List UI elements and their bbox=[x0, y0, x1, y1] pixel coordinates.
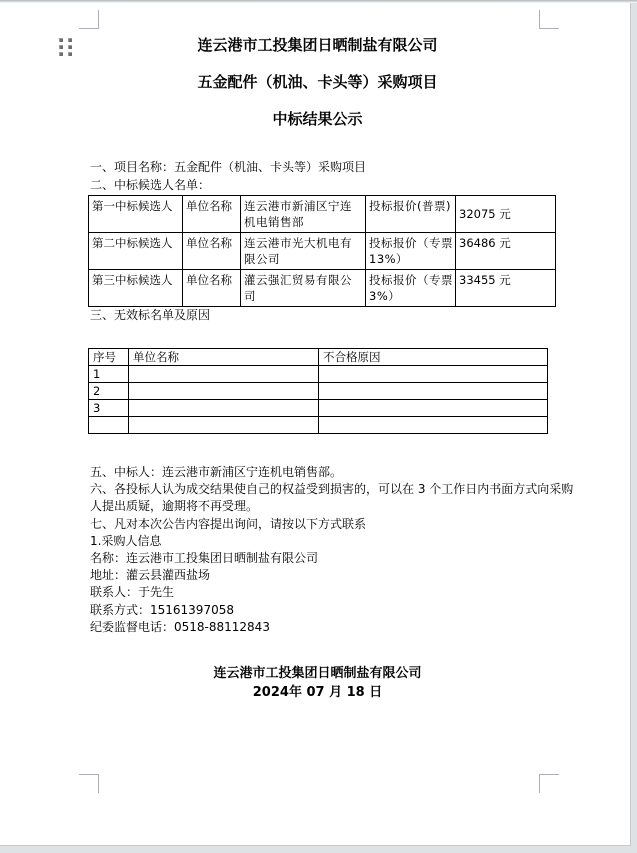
title-line-announcement: 中标结果公示 bbox=[272, 110, 363, 128]
footer-signature-block bbox=[96, 664, 539, 702]
price-cell: 32075 元 bbox=[456, 196, 556, 233]
buyer-name-line: 名称：连云港市工投集团日晒制盐有限公司 bbox=[90, 551, 319, 566]
section-invalid-heading: 三、无效标名单及原因 bbox=[90, 308, 211, 322]
inquiry-line: 七、凡对本次公告内容提出询问，请按以下方式联系 bbox=[90, 516, 367, 531]
price-cell: 33455 元 bbox=[456, 270, 556, 307]
title-line-company: 连云港市工投集团日晒制盐有限公司 bbox=[197, 36, 438, 54]
objection-line-1: 六、各投标人认为成交结果使自己的权益受到损害的，可以在 3 个工作日内书面方式向采购 bbox=[90, 482, 574, 497]
reason-cell bbox=[319, 417, 548, 434]
buyer-phone-line: 联系方式：15161397058 bbox=[90, 602, 234, 617]
drag-handle-icon[interactable] bbox=[59, 38, 72, 56]
table-row bbox=[89, 383, 548, 400]
table-row bbox=[89, 417, 548, 434]
quote-cell bbox=[366, 270, 456, 307]
table-row bbox=[89, 233, 556, 270]
unit-cell bbox=[129, 383, 319, 400]
rank-cell: 第三中标候选人 bbox=[89, 270, 183, 307]
supervision-phone-line: 纪委监督电话：0518-88112843 bbox=[90, 619, 270, 634]
company-line: 连云港市新浦区宁连 bbox=[244, 199, 352, 213]
crop-mark-bottom-right-icon bbox=[539, 774, 559, 793]
objection-line-2: 人提出质疑，逾期将不再受理。 bbox=[90, 499, 259, 514]
reason-cell bbox=[319, 400, 548, 417]
crop-mark-top-right-icon bbox=[539, 10, 559, 29]
unit-cell bbox=[129, 400, 319, 417]
company-line: 灌云强汇贸易有限公 bbox=[244, 273, 352, 287]
header-reason: 不合格原因 bbox=[319, 349, 548, 366]
quote-line: 投标报价（专票 bbox=[369, 273, 453, 287]
quote-cell bbox=[366, 196, 456, 233]
unit-label-cell: 单位名称 bbox=[183, 233, 241, 270]
quote-line: 投标报价(普票) bbox=[369, 199, 451, 213]
footer-date: 2024年 07 月 18 日 bbox=[252, 685, 383, 700]
reason-cell bbox=[319, 383, 548, 400]
unit-cell bbox=[129, 366, 319, 383]
company-line: 限公司 bbox=[244, 252, 280, 266]
rank-cell: 第一中标候选人 bbox=[89, 196, 183, 233]
crop-mark-bottom-left-icon bbox=[79, 774, 99, 793]
quote-line: 13%） bbox=[369, 252, 409, 266]
seq-cell: 1 bbox=[89, 366, 129, 383]
table-header-row bbox=[89, 349, 548, 366]
company-cell bbox=[241, 270, 366, 307]
quote-line: 投标报价（专票 bbox=[369, 236, 453, 250]
company-line: 连云港市光大机电有 bbox=[244, 236, 352, 250]
unit-cell bbox=[129, 417, 319, 434]
winner-line: 五、中标人：连云港市新浦区宁连机电销售部。 bbox=[90, 465, 343, 479]
title-line-project: 五金配件（机油、卡头等）采购项目 bbox=[197, 73, 438, 91]
table-row bbox=[89, 400, 548, 417]
candidates-table bbox=[88, 195, 556, 307]
table-row bbox=[89, 270, 556, 307]
price-cell: 36486 元 bbox=[456, 233, 556, 270]
quote-line: 3%） bbox=[369, 289, 401, 303]
section-candidates-heading: 二、中标候选人名单： bbox=[90, 178, 211, 192]
page-top-shadow bbox=[0, 0, 637, 3]
company-cell bbox=[241, 233, 366, 270]
unit-label-cell: 单位名称 bbox=[183, 270, 241, 307]
footer-company: 连云港市工投集团日晒制盐有限公司 bbox=[213, 666, 422, 681]
buyer-info-heading: 1.采购人信息 bbox=[90, 533, 162, 548]
invalid-bids-table bbox=[88, 348, 548, 434]
quote-cell bbox=[366, 233, 456, 270]
seq-cell bbox=[89, 417, 129, 434]
buyer-contact-line: 联系人：于先生 bbox=[90, 585, 175, 600]
company-line: 司 bbox=[244, 289, 256, 303]
table-row bbox=[89, 366, 548, 383]
seq-cell: 2 bbox=[89, 383, 129, 400]
document-title-block bbox=[96, 27, 539, 138]
header-unit-name: 单位名称 bbox=[129, 349, 319, 366]
seq-cell: 3 bbox=[89, 400, 129, 417]
company-line: 机电销售部 bbox=[244, 215, 304, 229]
section-project-name: 一、项目名称：五金配件（机油、卡头等）采购项目 bbox=[90, 160, 367, 174]
table-row bbox=[89, 196, 556, 233]
buyer-address-line: 地址：灌云县灌西盐场 bbox=[90, 568, 211, 583]
body-paragraphs bbox=[90, 464, 573, 636]
unit-label-cell: 单位名称 bbox=[183, 196, 241, 233]
header-seq: 序号 bbox=[89, 349, 129, 366]
company-cell bbox=[241, 196, 366, 233]
reason-cell bbox=[319, 366, 548, 383]
rank-cell: 第二中标候选人 bbox=[89, 233, 183, 270]
